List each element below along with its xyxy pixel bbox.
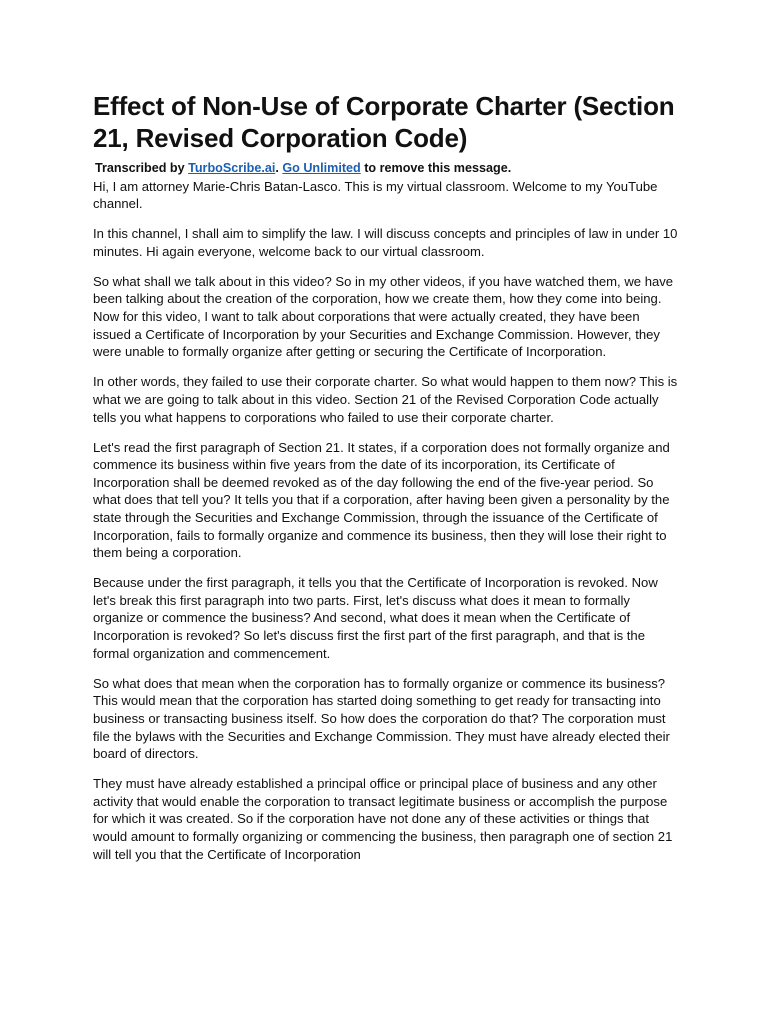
paragraph: In this channel, I shall aim to simplify the law. I will discuss concepts and principles of law in under 10 minutes. Hi again everyone, welcome back to our virtual classroom. xyxy=(93,226,678,259)
paragraph: Because under the first paragraph, it tells you that the Certificate of Incorporation is revoked. Now let's break this first paragraph into two parts. First, let's discuss what does it mean to formally organize or commence the business? And second, what does it mean when the Certificate of Incorporation is revoked? So let's discuss first the first part of the first paragraph, and that is the formal organization and commencement. xyxy=(93,575,658,661)
go-unlimited-link[interactable]: Go Unlimited xyxy=(282,161,361,175)
paragraph: Hi, I am attorney Marie-Chris Batan-Lasco. This is my virtual classroom. Welcome to my YouTube channel. xyxy=(93,178,658,212)
turboscribe-link[interactable]: TurboScribe.ai xyxy=(188,161,276,175)
document-body xyxy=(93,90,678,876)
banner-suffix: to remove this message. xyxy=(360,161,512,175)
banner-prefix: Transcribed by xyxy=(95,161,189,175)
paragraph: They must have already established a principal office or principal place of business and any other activity that would enable the corporation to transact legitimate business or accomplish the purpose for which it was created. So if the corporation have not done any of these activities or things that would amount to formally organizing or commencing the business, then paragraph one of section 21 will tell you that the Certificate of Incorporation xyxy=(93,776,673,862)
paragraph: So what shall we talk about in this video? So in my other videos, if you have watched them, we have been talking about the creation of the corporation, how we create them, how they come into being. Now for this video, I want to talk about corporations that were actually created, they have been issued a Certificate of Incorporation by your Securities and Exchange Commission. However, they were unable to formally organize after getting or securing the Certificate of Incorporation. xyxy=(93,273,674,360)
banner-separator: . xyxy=(275,161,283,175)
paragraph: In other words, they failed to use their corporate charter. So what would happen to them now? This is what we are going to talk about in this video. Section 21 of the Revised Corporation Code actually tells you what happens to corporations who failed to use their corporate charter. xyxy=(93,374,678,425)
transcription-banner xyxy=(95,160,678,178)
page-title: Effect of Non-Use of Corporate Charter (Section 21, Revised Corporation Code) xyxy=(93,91,675,153)
paragraph: So what does that mean when the corporation has to formally organize or commence its business? This would mean that the corporation has started doing something to get ready for transacting into business or transacting business itself. So how does the corporation do that? The corporation must file the bylaws with the Securities and Exchange Commission. They must have already elected their board of directors. xyxy=(93,675,670,762)
paragraph: Let's read the first paragraph of Section 21. It states, if a corporation does not formally organize and commence its business within five years from the date of its incorporation, its Certificate of Incorporation shall be deemed revoked as of the day following the end of the five-year period. So what does that tell you? It tells you that if a corporation, after having been given a personality by the state through the Securities and Exchange Commission, through the issuance of the Certificate of Incorporation, fails to formally organize and commence its business, then they will lose their right to them being a corporation. xyxy=(93,439,670,561)
